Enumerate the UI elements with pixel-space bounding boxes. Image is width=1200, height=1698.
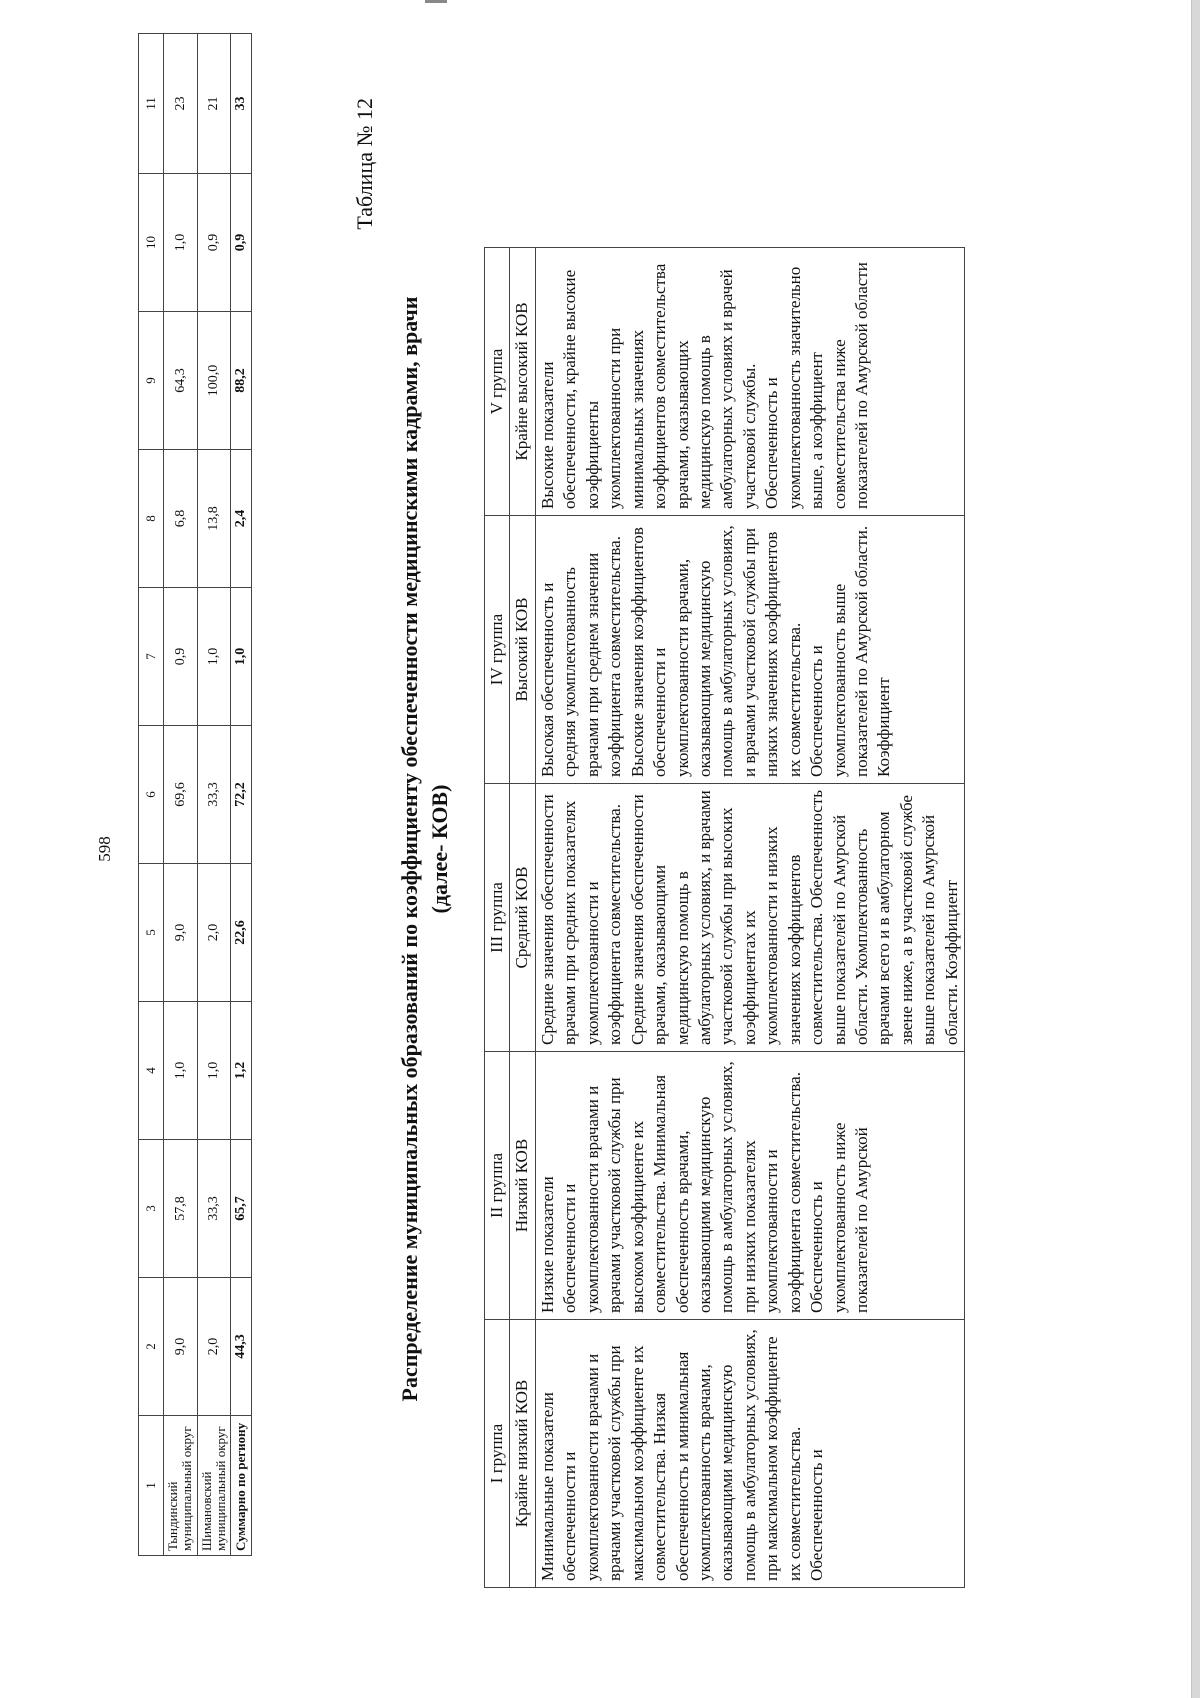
page-number: 598 <box>95 836 114 862</box>
value-cell: 1,0 <box>164 1002 198 1140</box>
value-cell: 0,9 <box>164 588 198 726</box>
value-cell: 6,8 <box>164 450 198 588</box>
value-cell: 33 <box>231 34 251 174</box>
value-cell: 72,2 <box>231 726 251 864</box>
value-cell: 2,0 <box>197 864 231 1002</box>
column-number: 9 <box>139 312 164 450</box>
table-title <box>395 40 454 1658</box>
group-name-cell: I группа <box>485 1320 510 1588</box>
row-name-cell: Шимановский муниципальный округ <box>197 1416 231 1556</box>
groups-row <box>535 248 964 1588</box>
group-level-cell: Высокий КОВ <box>510 516 535 784</box>
group-description-cell: Высокие показатели обеспеченности, крайне высокие коэффициенты укомплектованности при минимальных значениях коэффициентов совместительства врачами, оказывающих медицинскую помощь в амбулаторных условиях и врачей участковой службы. Обеспеченность и укомплектованность значительно выше, а коэффициент совместительства ниже показателей по Амурской области <box>535 248 964 516</box>
group-level-cell: Крайне низкий КОВ <box>510 1320 535 1588</box>
value-cell: 1,0 <box>197 1002 231 1140</box>
column-number: 2 <box>139 1278 164 1416</box>
value-cell: 65,7 <box>231 1140 251 1278</box>
value-cell: 57,8 <box>164 1140 198 1278</box>
municipal-data-table <box>138 33 252 1556</box>
column-number: 5 <box>139 864 164 1002</box>
value-cell: 1,2 <box>231 1002 251 1140</box>
group-description-cell: Высокая обеспеченность и средняя укомплектованность врачами при среднем значении коэффициента совместительства. Высокие значения коэффициентов обеспеченности и укомплектованности врачами, оказывающими медицинскую помощь в амбулаторных условиях, и врачами участковой службы при низких значениях коэффициентов их совместительства. Обеспеченность и укомплектованность выше показателей по Амурской области. Коэффициент <box>535 516 964 784</box>
value-cell: 2,4 <box>231 450 251 588</box>
value-cell: 1,0 <box>231 588 251 726</box>
value-cell: 9,0 <box>164 864 198 1002</box>
group-name-cell: IV группа <box>485 516 510 784</box>
value-cell: 33,3 <box>197 726 231 864</box>
table-caption: Таблица № 12 <box>352 98 377 230</box>
value-cell: 44,3 <box>231 1278 251 1416</box>
group-name-cell: II группа <box>485 1052 510 1320</box>
value-cell: 0,9 <box>231 174 251 312</box>
value-cell: 2,0 <box>197 1278 231 1416</box>
value-cell: 9,0 <box>164 1278 198 1416</box>
group-description-cell: Низкие показатели обеспеченности и укомплектованности врачами и врачами участковой службы при высоком коэффициенте их совместительства. Минимальная обеспеченность врачами, оказывающими медицинскую помощь в амбулаторных условиях, при низких показателях укомплектованности и коэффициента совместительства. Обеспеченность и укомплектованность ниже показателей по Амурской <box>535 1052 964 1320</box>
table-row <box>231 34 251 1556</box>
value-cell: 0,9 <box>197 174 231 312</box>
group-name-cell: III группа <box>485 784 510 1052</box>
column-number: 1 <box>139 1416 164 1556</box>
group-description-cell: Минимальные показатели обеспеченности и укомплектованности врачами и врачами участковой службы при максимальном коэффициенте их совместительства. Низкая обеспеченность и минимальная укомплектованность врачами, оказывающими медицинскую помощь в амбулаторных условиях, при максимальном коэффициенте их совместительства. Обеспеченность и <box>535 1320 964 1588</box>
value-cell: 64,3 <box>164 312 198 450</box>
column-number: 7 <box>139 588 164 726</box>
group-level-cell: Средний КОВ <box>510 784 535 1052</box>
value-cell: 88,2 <box>231 312 251 450</box>
group-level-cell: Крайне высокий КОВ <box>510 248 535 516</box>
value-cell: 22,6 <box>231 864 251 1002</box>
column-number: 8 <box>139 450 164 588</box>
column-number: 4 <box>139 1002 164 1140</box>
value-cell: 69,6 <box>164 726 198 864</box>
table-header-row <box>139 34 164 1556</box>
column-number: 3 <box>139 1140 164 1278</box>
row-name-cell: Суммарно по региону <box>231 1416 251 1556</box>
groups-table <box>484 247 965 1588</box>
column-number: 11 <box>139 34 164 174</box>
groups-row <box>510 248 535 1588</box>
value-cell: 100,0 <box>197 312 231 450</box>
column-number: 10 <box>139 174 164 312</box>
column-number: 6 <box>139 726 164 864</box>
group-name-cell: V группа <box>485 248 510 516</box>
table-row <box>164 34 198 1556</box>
group-description-cell: Средние значения обеспеченности врачами при средних показателях укомплектованности и коэффициента совместительства. Средние значения обеспеченности врачами, оказывающими медицинскую помощь в амбулаторных условиях, и врачами участковой службы при высоких коэффициентах их укомплектованности и низких значениях коэффициентов совместительства. Обеспеченность выше показателей по Амурской области. Укомплектованность врачами всего и в амбулаторном звене ниже, а в участковой службе выше показателей по Амурской области. Коэффициент <box>535 784 964 1052</box>
groups-row <box>485 248 510 1588</box>
table-title-subline: (далее- КОВ) <box>426 784 452 914</box>
value-cell: 33,3 <box>197 1140 231 1278</box>
value-cell: 1,0 <box>197 588 231 726</box>
table-title-line: Распределение муниципальных образований по коэффициенту обеспеченности медицинскими кадрами, врачи <box>397 296 422 1402</box>
group-level-cell: Низкий КОВ <box>510 1052 535 1320</box>
value-cell: 23 <box>164 34 198 174</box>
row-name-cell: Тындинский муниципальный округ <box>164 1416 198 1556</box>
value-cell: 21 <box>197 34 231 174</box>
value-cell: 13,8 <box>197 450 231 588</box>
table-row <box>197 34 231 1556</box>
value-cell: 1,0 <box>164 174 198 312</box>
